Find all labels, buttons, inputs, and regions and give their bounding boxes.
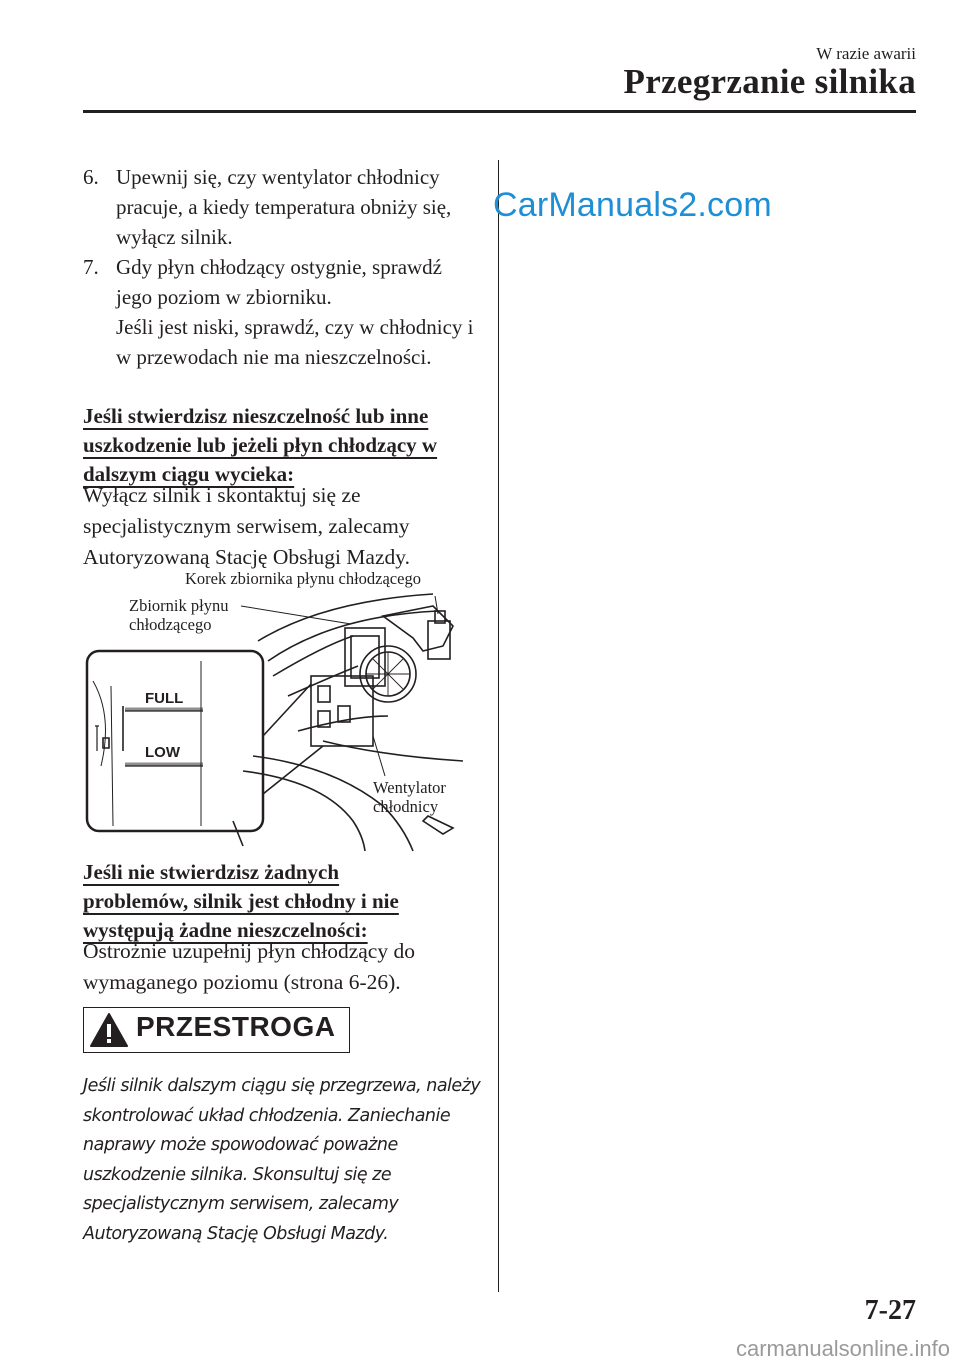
step-note xyxy=(83,312,478,372)
ok-heading xyxy=(83,858,433,945)
step-number: 7. xyxy=(83,255,99,279)
page-title: Przegrzanie silnika xyxy=(623,62,916,101)
step-number: 6. xyxy=(83,165,99,189)
leak-heading-line: Jeśli stwierdzisz nieszczelność lub inne uszkodzenie lub jeżeli płyn chłodzący w dalszym ciągu wycieka: xyxy=(83,404,438,486)
caution-text: Jeśli silnik dalszym ciągu się przegrzewa, należy skontrolować układ chłodzenia. Zaniechanie naprawy może spowodować poważne uszkodzenie silnika. Skonsultuj się ze specjalistycznym serwisem, zalecamy Autoryzowaną Stację Obsługi Mazdy. xyxy=(83,1076,481,1244)
low-mark-label: LOW xyxy=(145,744,180,761)
footer-watermark-link[interactable]: carmanualsonline.info xyxy=(735,1336,950,1361)
ok-heading-line: Jeśli nie stwierdzisz żadnych problemów, silnik jest chłodny i nie występują żadne nieszczelności: xyxy=(83,860,399,942)
list-item xyxy=(83,252,478,312)
column-divider xyxy=(498,160,499,1292)
caution-title: PRZESTROGA xyxy=(136,1011,336,1042)
section-label: W razie awarii xyxy=(816,44,916,63)
steps-list xyxy=(83,162,478,372)
warning-triangle-icon xyxy=(89,1012,129,1048)
list-item xyxy=(83,162,478,252)
header-rule xyxy=(83,110,916,113)
page-number: 7-27 xyxy=(864,1295,916,1326)
figure-label-cap: Korek zbiornika płynu chłodzącego xyxy=(185,569,421,588)
step-text: Upewnij się, czy wentylator chłodnicy pracuje, a kiedy temperatura obniży się, wyłącz silnik. xyxy=(116,165,452,249)
full-mark-label: FULL xyxy=(145,690,184,707)
watermark-link[interactable]: CarManuals2.com xyxy=(493,186,772,224)
figure-label-fan: Wentylator chłodnicy xyxy=(373,778,446,816)
ok-body: Ostrożnie uzupełnij płyn chłodzący do wymaganego poziomu (strona 6-26). xyxy=(83,939,415,994)
coolant-reservoir-figure xyxy=(83,566,468,856)
figure-label-reservoir: Zbiornik płynu chłodzącego xyxy=(129,596,229,634)
leak-heading xyxy=(83,402,463,489)
leak-body: Wyłącz silnik i skontaktuj się ze specjalistycznym serwisem, zalecamy Autoryzowaną Stację Obsługi Mazdy. xyxy=(83,483,410,569)
step-text: Gdy płyn chłodzący ostygnie, sprawdź jego poziom w zbiorniku. xyxy=(116,255,443,309)
step-note-text: Jeśli jest niski, sprawdź, czy w chłodnicy i w przewodach nie ma nieszczelności. xyxy=(116,315,474,369)
